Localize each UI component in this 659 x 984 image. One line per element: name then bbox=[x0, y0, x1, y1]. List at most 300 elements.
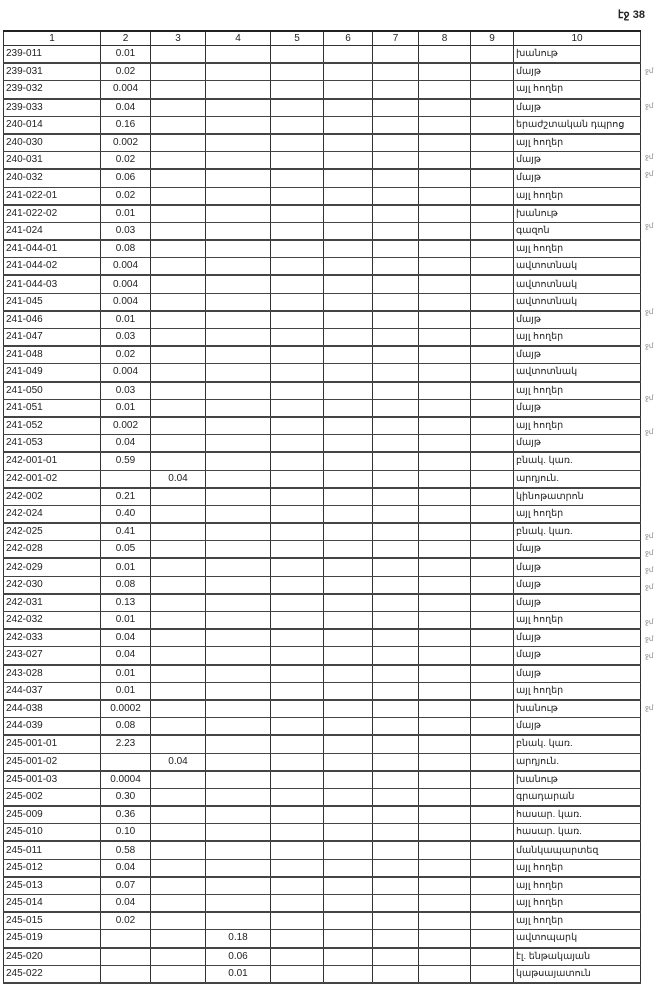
table-row bbox=[4, 81, 641, 99]
table-row bbox=[4, 488, 641, 506]
cell-col-4 bbox=[206, 346, 271, 364]
cell-col-2: 0.04 bbox=[101, 895, 151, 913]
page-number: էջ 38 bbox=[617, 9, 645, 21]
empty-cell bbox=[373, 329, 419, 347]
empty-cell bbox=[419, 81, 471, 99]
empty-cell bbox=[373, 735, 419, 753]
empty-cell bbox=[324, 205, 373, 223]
cell-col-1: 244-038 bbox=[4, 700, 101, 718]
empty-cell bbox=[419, 806, 471, 824]
empty-cell bbox=[373, 488, 419, 506]
empty-cell bbox=[271, 930, 324, 948]
cell-col-4 bbox=[206, 594, 271, 612]
cell-col-1: 242-024 bbox=[4, 505, 101, 523]
cell-col-1: 241-044-02 bbox=[4, 258, 101, 276]
empty-cell bbox=[324, 258, 373, 276]
cell-col-4 bbox=[206, 505, 271, 523]
table-row bbox=[4, 859, 641, 877]
empty-cell bbox=[419, 46, 471, 64]
table-row bbox=[4, 612, 641, 630]
empty-cell bbox=[419, 841, 471, 859]
cell-col-3 bbox=[151, 222, 206, 240]
cell-col-10: խանութ bbox=[514, 46, 641, 64]
table-row bbox=[4, 169, 641, 187]
cell-col-2: 0.02 bbox=[101, 912, 151, 930]
empty-cell bbox=[271, 576, 324, 594]
empty-cell bbox=[373, 788, 419, 806]
table-row bbox=[4, 930, 641, 948]
cell-col-10: այլ հողեր bbox=[514, 859, 641, 877]
cell-col-1: 245-022 bbox=[4, 965, 101, 983]
empty-cell bbox=[419, 187, 471, 205]
empty-cell bbox=[373, 841, 419, 859]
empty-cell bbox=[271, 735, 324, 753]
empty-cell bbox=[471, 417, 514, 435]
cell-col-4 bbox=[206, 629, 271, 647]
empty-cell bbox=[324, 647, 373, 665]
cell-col-10: կինոթատրոն bbox=[514, 488, 641, 506]
cell-col-3 bbox=[151, 187, 206, 205]
cell-col-10: ավտոտնակ bbox=[514, 275, 641, 293]
cell-col-4 bbox=[206, 771, 271, 789]
empty-cell bbox=[373, 558, 419, 576]
cell-col-4 bbox=[206, 169, 271, 187]
cell-col-3 bbox=[151, 346, 206, 364]
cell-col-2: 0.02 bbox=[101, 346, 151, 364]
cell-col-2: 0.004 bbox=[101, 293, 151, 311]
empty-cell bbox=[324, 275, 373, 293]
cell-col-4: 0.06 bbox=[206, 948, 271, 966]
cell-col-1: 242-002 bbox=[4, 488, 101, 506]
cell-col-4 bbox=[206, 63, 271, 81]
cell-col-4 bbox=[206, 46, 271, 64]
cell-col-4 bbox=[206, 452, 271, 470]
cell-col-10: մայթ bbox=[514, 629, 641, 647]
cell-col-2: 0.16 bbox=[101, 116, 151, 134]
cell-col-1: 239-032 bbox=[4, 81, 101, 99]
empty-cell bbox=[471, 99, 514, 117]
table-row bbox=[4, 399, 641, 417]
margin-mark: ջմ bbox=[645, 567, 654, 574]
empty-cell bbox=[324, 682, 373, 700]
table-row bbox=[4, 134, 641, 152]
empty-cell bbox=[471, 735, 514, 753]
cell-col-10: այլ հողեր bbox=[514, 895, 641, 913]
cell-col-2: 0.13 bbox=[101, 594, 151, 612]
cell-col-1: 245-012 bbox=[4, 859, 101, 877]
cell-col-2: 0.40 bbox=[101, 505, 151, 523]
margin-mark: ջմ bbox=[645, 584, 654, 592]
empty-cell bbox=[271, 169, 324, 187]
empty-cell bbox=[373, 382, 419, 400]
margin-mark: ջմ bbox=[645, 618, 654, 626]
margin-mark: ջմ bbox=[645, 549, 654, 557]
cell-col-10: արդյուն. bbox=[514, 753, 641, 771]
cell-col-4: 0.18 bbox=[206, 930, 271, 948]
empty-cell bbox=[419, 824, 471, 842]
cell-col-3 bbox=[151, 205, 206, 223]
empty-cell bbox=[471, 647, 514, 665]
empty-cell bbox=[324, 594, 373, 612]
empty-cell bbox=[419, 364, 471, 382]
table-row bbox=[4, 576, 641, 594]
cell-col-10: այլ հողեր bbox=[514, 187, 641, 205]
cell-col-1: 242-001-01 bbox=[4, 452, 101, 470]
cell-col-3 bbox=[151, 806, 206, 824]
empty-cell bbox=[419, 222, 471, 240]
empty-cell bbox=[373, 930, 419, 948]
empty-cell bbox=[324, 399, 373, 417]
empty-cell bbox=[324, 240, 373, 258]
cell-col-3 bbox=[151, 81, 206, 99]
cell-col-2: 0.08 bbox=[101, 240, 151, 258]
empty-cell bbox=[324, 470, 373, 488]
empty-cell bbox=[324, 152, 373, 170]
margin-mark: ջմ bbox=[645, 154, 654, 162]
cell-col-3 bbox=[151, 134, 206, 152]
empty-cell bbox=[419, 541, 471, 559]
empty-cell bbox=[324, 46, 373, 64]
table-row bbox=[4, 187, 641, 205]
empty-cell bbox=[271, 417, 324, 435]
cell-col-2: 0.30 bbox=[101, 788, 151, 806]
empty-cell bbox=[271, 488, 324, 506]
cell-col-3 bbox=[151, 311, 206, 329]
cell-col-10: մայթ bbox=[514, 311, 641, 329]
cell-col-10: արդյուն. bbox=[514, 470, 641, 488]
empty-cell bbox=[271, 824, 324, 842]
empty-cell bbox=[419, 275, 471, 293]
empty-cell bbox=[419, 647, 471, 665]
cell-col-2 bbox=[101, 965, 151, 983]
cell-col-10: էլ. ենթակայան bbox=[514, 948, 641, 966]
table-row bbox=[4, 665, 641, 683]
cell-col-2: 0.0004 bbox=[101, 771, 151, 789]
empty-cell bbox=[419, 346, 471, 364]
cell-col-10: հասար. կառ. bbox=[514, 824, 641, 842]
cell-col-10: գազոն bbox=[514, 222, 641, 240]
empty-cell bbox=[419, 399, 471, 417]
cell-col-10: գրադարան bbox=[514, 788, 641, 806]
cell-col-3 bbox=[151, 612, 206, 630]
empty-cell bbox=[271, 895, 324, 913]
empty-cell bbox=[471, 859, 514, 877]
column-header-4: 4 bbox=[206, 31, 271, 46]
cell-col-10: այլ հողեր bbox=[514, 240, 641, 258]
cell-col-3 bbox=[151, 594, 206, 612]
cell-col-2: 2.23 bbox=[101, 735, 151, 753]
empty-cell bbox=[324, 877, 373, 895]
table-row bbox=[4, 647, 641, 665]
empty-cell bbox=[471, 293, 514, 311]
empty-cell bbox=[471, 965, 514, 983]
empty-cell bbox=[373, 169, 419, 187]
cell-col-1: 241-052 bbox=[4, 417, 101, 435]
cell-col-2: 0.01 bbox=[101, 665, 151, 683]
cell-col-2: 0.02 bbox=[101, 152, 151, 170]
empty-cell bbox=[419, 629, 471, 647]
empty-cell bbox=[373, 134, 419, 152]
empty-cell bbox=[419, 558, 471, 576]
cell-col-10: այլ հողեր bbox=[514, 612, 641, 630]
empty-cell bbox=[419, 293, 471, 311]
empty-cell bbox=[271, 134, 324, 152]
empty-cell bbox=[271, 912, 324, 930]
cell-col-4 bbox=[206, 647, 271, 665]
cell-col-10: այլ հողեր bbox=[514, 682, 641, 700]
empty-cell bbox=[324, 81, 373, 99]
empty-cell bbox=[373, 541, 419, 559]
cell-col-2: 0.01 bbox=[101, 682, 151, 700]
empty-cell bbox=[471, 258, 514, 276]
table-row bbox=[4, 965, 641, 983]
cell-col-2: 0.004 bbox=[101, 258, 151, 276]
empty-cell bbox=[373, 152, 419, 170]
cell-col-3 bbox=[151, 859, 206, 877]
cell-col-1: 245-002 bbox=[4, 788, 101, 806]
column-header-9: 9 bbox=[471, 31, 514, 46]
cell-col-3 bbox=[151, 382, 206, 400]
empty-cell bbox=[471, 329, 514, 347]
empty-cell bbox=[324, 417, 373, 435]
cell-col-2: 0.58 bbox=[101, 841, 151, 859]
cell-col-1: 242-029 bbox=[4, 558, 101, 576]
empty-cell bbox=[471, 46, 514, 64]
cell-col-4 bbox=[206, 205, 271, 223]
cell-col-4 bbox=[206, 275, 271, 293]
margin-mark: ջմ bbox=[645, 223, 654, 230]
table-row bbox=[4, 470, 641, 488]
empty-cell bbox=[419, 311, 471, 329]
empty-cell bbox=[471, 612, 514, 630]
empty-cell bbox=[419, 116, 471, 134]
cell-col-3 bbox=[151, 965, 206, 983]
empty-cell bbox=[324, 665, 373, 683]
empty-cell bbox=[373, 205, 419, 223]
table-row bbox=[4, 594, 641, 612]
cell-col-3 bbox=[151, 63, 206, 81]
cell-col-1: 245-001-03 bbox=[4, 771, 101, 789]
margin-mark: ջմ bbox=[645, 429, 654, 437]
cell-col-3 bbox=[151, 435, 206, 453]
empty-cell bbox=[271, 788, 324, 806]
cell-col-2: 0.004 bbox=[101, 275, 151, 293]
header-row bbox=[4, 31, 641, 46]
table-row bbox=[4, 895, 641, 913]
cell-col-2 bbox=[101, 930, 151, 948]
empty-cell bbox=[419, 700, 471, 718]
empty-cell bbox=[419, 258, 471, 276]
cell-col-4 bbox=[206, 523, 271, 541]
empty-cell bbox=[471, 771, 514, 789]
cell-col-3 bbox=[151, 629, 206, 647]
empty-cell bbox=[271, 382, 324, 400]
empty-cell bbox=[324, 629, 373, 647]
cell-col-3 bbox=[151, 841, 206, 859]
empty-cell bbox=[471, 718, 514, 736]
cell-col-1: 241-024 bbox=[4, 222, 101, 240]
cell-col-1: 239-031 bbox=[4, 63, 101, 81]
empty-cell bbox=[271, 594, 324, 612]
cell-col-10: մայթ bbox=[514, 169, 641, 187]
table-row bbox=[4, 152, 641, 170]
empty-cell bbox=[271, 240, 324, 258]
cell-col-3 bbox=[151, 788, 206, 806]
empty-cell bbox=[471, 877, 514, 895]
cell-col-3 bbox=[151, 665, 206, 683]
empty-cell bbox=[471, 824, 514, 842]
cell-col-10: բնակ. կառ. bbox=[514, 452, 641, 470]
cell-col-2: 0.002 bbox=[101, 417, 151, 435]
empty-cell bbox=[373, 700, 419, 718]
empty-cell bbox=[419, 930, 471, 948]
empty-cell bbox=[324, 965, 373, 983]
table-row bbox=[4, 452, 641, 470]
cell-col-4 bbox=[206, 222, 271, 240]
cell-col-10: այլ հողեր bbox=[514, 382, 641, 400]
empty-cell bbox=[271, 965, 324, 983]
empty-cell bbox=[471, 629, 514, 647]
table-row bbox=[4, 505, 641, 523]
cell-col-2: 0.02 bbox=[101, 187, 151, 205]
empty-cell bbox=[271, 364, 324, 382]
empty-cell bbox=[271, 700, 324, 718]
empty-cell bbox=[373, 594, 419, 612]
margin-mark: ջմ bbox=[645, 532, 654, 540]
empty-cell bbox=[271, 647, 324, 665]
empty-cell bbox=[471, 700, 514, 718]
cell-col-2 bbox=[101, 470, 151, 488]
empty-cell bbox=[373, 647, 419, 665]
cell-col-1: 242-032 bbox=[4, 612, 101, 630]
empty-cell bbox=[373, 824, 419, 842]
empty-cell bbox=[471, 152, 514, 170]
empty-cell bbox=[271, 948, 324, 966]
cell-col-3 bbox=[151, 558, 206, 576]
cell-col-2: 0.03 bbox=[101, 329, 151, 347]
empty-cell bbox=[324, 435, 373, 453]
empty-cell bbox=[271, 46, 324, 64]
cell-col-1: 243-027 bbox=[4, 647, 101, 665]
empty-cell bbox=[471, 665, 514, 683]
cell-col-4 bbox=[206, 612, 271, 630]
cell-col-4 bbox=[206, 735, 271, 753]
table-row bbox=[4, 629, 641, 647]
empty-cell bbox=[471, 841, 514, 859]
cell-col-3 bbox=[151, 275, 206, 293]
empty-cell bbox=[373, 523, 419, 541]
cell-col-10: երաժշտական դպրոց bbox=[514, 116, 641, 134]
empty-cell bbox=[373, 346, 419, 364]
empty-cell bbox=[324, 806, 373, 824]
empty-cell bbox=[419, 718, 471, 736]
empty-cell bbox=[271, 682, 324, 700]
empty-cell bbox=[271, 452, 324, 470]
cell-col-3 bbox=[151, 488, 206, 506]
empty-cell bbox=[471, 505, 514, 523]
cell-col-3 bbox=[151, 258, 206, 276]
empty-cell bbox=[271, 541, 324, 559]
cell-col-2: 0.04 bbox=[101, 99, 151, 117]
empty-cell bbox=[271, 771, 324, 789]
empty-cell bbox=[471, 470, 514, 488]
empty-cell bbox=[271, 399, 324, 417]
cell-col-3 bbox=[151, 700, 206, 718]
empty-cell bbox=[373, 399, 419, 417]
empty-cell bbox=[271, 152, 324, 170]
table-row bbox=[4, 877, 641, 895]
empty-cell bbox=[419, 895, 471, 913]
cell-col-10: այլ հողեր bbox=[514, 505, 641, 523]
empty-cell bbox=[324, 346, 373, 364]
cell-col-1: 239-033 bbox=[4, 99, 101, 117]
empty-cell bbox=[471, 788, 514, 806]
empty-cell bbox=[373, 311, 419, 329]
table-row bbox=[4, 293, 641, 311]
cell-col-3 bbox=[151, 523, 206, 541]
cell-col-10: այլ հողեր bbox=[514, 134, 641, 152]
empty-cell bbox=[324, 859, 373, 877]
cell-col-10: այլ հողեր bbox=[514, 417, 641, 435]
cell-col-4 bbox=[206, 134, 271, 152]
empty-cell bbox=[373, 417, 419, 435]
empty-cell bbox=[271, 435, 324, 453]
cell-col-1: 241-022-02 bbox=[4, 205, 101, 223]
cell-col-3 bbox=[151, 576, 206, 594]
cell-col-10: մայթ bbox=[514, 594, 641, 612]
empty-cell bbox=[471, 753, 514, 771]
empty-cell bbox=[419, 576, 471, 594]
cell-col-2: 0.08 bbox=[101, 718, 151, 736]
cell-col-3 bbox=[151, 682, 206, 700]
empty-cell bbox=[471, 169, 514, 187]
empty-cell bbox=[373, 665, 419, 683]
table-row bbox=[4, 541, 641, 559]
cell-col-1: 240-014 bbox=[4, 116, 101, 134]
empty-cell bbox=[419, 134, 471, 152]
cell-col-4 bbox=[206, 382, 271, 400]
empty-cell bbox=[373, 877, 419, 895]
empty-cell bbox=[419, 948, 471, 966]
cell-col-1: 245-001-01 bbox=[4, 735, 101, 753]
cell-col-10: բնակ. կառ. bbox=[514, 735, 641, 753]
empty-cell bbox=[471, 240, 514, 258]
empty-cell bbox=[271, 329, 324, 347]
cell-col-4 bbox=[206, 895, 271, 913]
cell-col-4 bbox=[206, 541, 271, 559]
cell-col-2: 0.01 bbox=[101, 311, 151, 329]
column-header-1: 1 bbox=[4, 31, 101, 46]
margin-mark: ջմ bbox=[645, 309, 654, 316]
cell-col-2: 0.03 bbox=[101, 222, 151, 240]
empty-cell bbox=[373, 258, 419, 276]
cell-col-10: մայթ bbox=[514, 435, 641, 453]
empty-cell bbox=[271, 612, 324, 630]
column-header-8: 8 bbox=[419, 31, 471, 46]
empty-cell bbox=[471, 222, 514, 240]
table-row bbox=[4, 222, 641, 240]
cell-col-4 bbox=[206, 399, 271, 417]
cell-col-2: 0.01 bbox=[101, 46, 151, 64]
empty-cell bbox=[324, 382, 373, 400]
empty-cell bbox=[373, 452, 419, 470]
empty-cell bbox=[419, 523, 471, 541]
empty-cell bbox=[324, 718, 373, 736]
cell-col-10: այլ հողեր bbox=[514, 81, 641, 99]
cell-col-4 bbox=[206, 558, 271, 576]
table-row bbox=[4, 329, 641, 347]
cell-col-4 bbox=[206, 700, 271, 718]
